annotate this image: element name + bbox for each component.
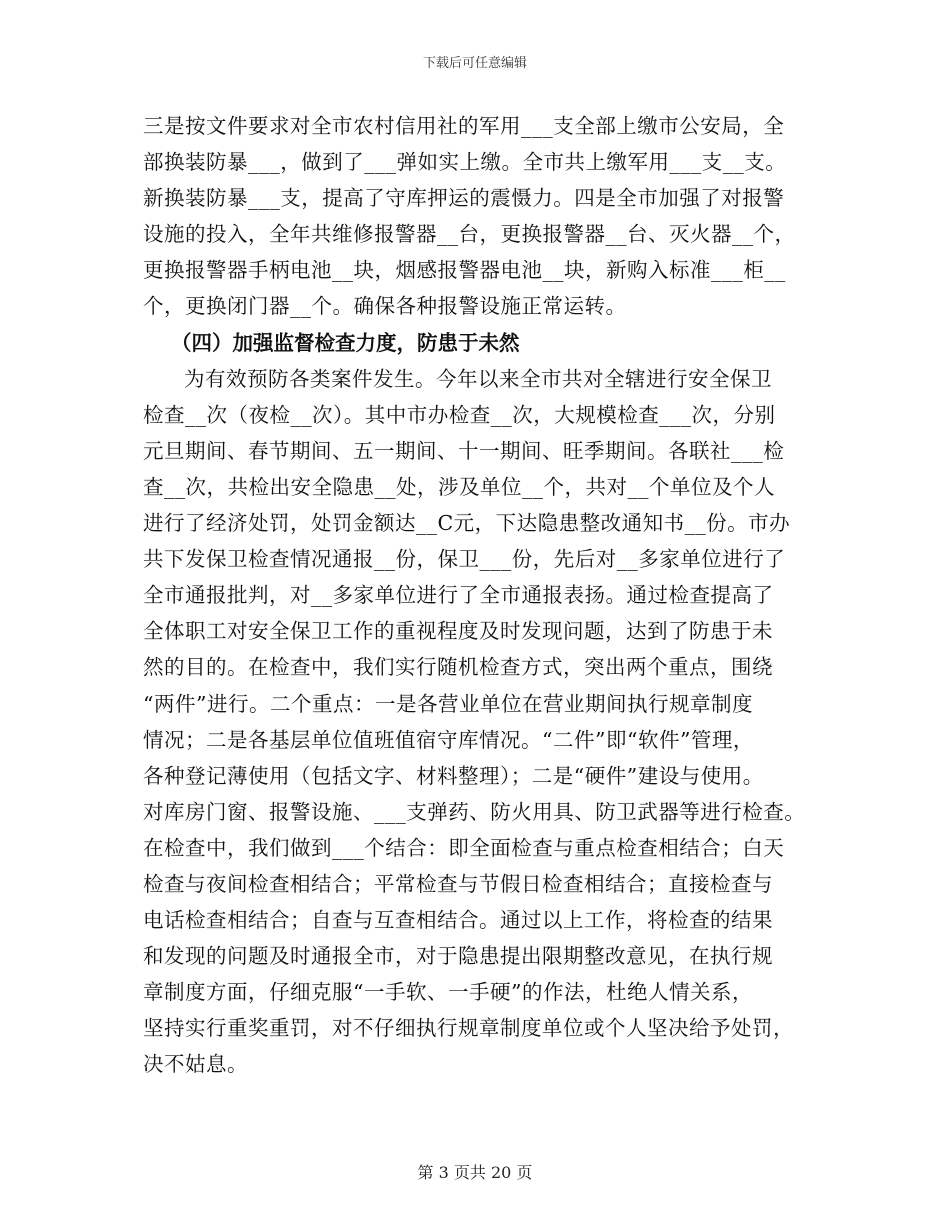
- paragraph-line: 全市通报批判，对__多家单位进行了全市通报表扬。通过检查提高了: [143, 583, 774, 608]
- page-footer: 第 3 页共 20 页: [417, 1163, 533, 1182]
- paragraph-line: “两件”进行。二个重点：一是各营业单位在营业期间执行规章制度: [143, 691, 753, 716]
- paragraph-line: 章制度方面，仔细克服“一手软、一手硬”的作法，杜绝人情关系，: [143, 980, 753, 1005]
- paragraph-line: 然的目的。在检查中，我们实行随机检查方式，突出两个重点，围绕: [143, 655, 773, 680]
- paragraph-line: 检查与夜间检查相结合；平常检查与节假日检查相结合；直接检查与: [143, 871, 773, 896]
- paragraph-line: 共下发保卫检查情况通报__份，保卫___份，先后对__多家单位进行了: [143, 547, 786, 572]
- paragraph-line: 元旦期间、春节期间、五一期间、十一期间、旺季期间。各联社___检: [143, 438, 785, 463]
- paragraph-line: 决不姑息。: [143, 1052, 248, 1077]
- paragraph-line: 个，更换闭门器__个。确保各种报警设施正常运转。: [143, 294, 627, 319]
- paragraph-line: 各种登记薄使用（包括文字、材料整理）；二是“硬件”建设与使用。: [143, 763, 764, 788]
- paragraph-line: 电话检查相结合；自查与互查相结合。通过以上工作，将检查的结果: [143, 908, 773, 933]
- paragraph-line: 为有效预防各类案件发生。今年以来全市共对全辖进行安全保卫: [184, 366, 772, 391]
- paragraph-line: 坚持实行重奖重罚，对不仔细执行规章制度单位或个人坚决给予处罚，: [143, 1016, 794, 1041]
- paragraph-line: 设施的投入，全年共维修报警器__台，更换报警器__台、灭火器__个，: [143, 222, 796, 247]
- paragraph-line: 更换报警器手柄电池__块，烟感报警器电池__块，新购入标准___柜__: [143, 258, 786, 283]
- document-body: [143, 108, 823, 1083]
- paragraph-line: 三是按文件要求对全市农村信用社的军用___支全部上缴市公安局，全: [143, 114, 785, 138]
- paragraph-line: 新换装防暴___支，提高了守库押运的震慑力。四是全市加强了对报警: [143, 186, 785, 211]
- paragraph-line: 和发现的问题及时通报全市，对于隐患提出限期整改意见，在执行规: [143, 944, 773, 969]
- page-header: 下载后可任意编辑: [422, 56, 527, 71]
- paragraph-line: 情况；二是各基层单位值班值宿守库情况。“二件”即“软件”管理，: [143, 727, 754, 752]
- paragraph-line: 查__次，共检出安全隐患__处，涉及单位__个，共对__个单位及个人: [143, 474, 775, 499]
- paragraph-line: 检查__次（夜检__次）。其中市办检查__次，大规模检查___次，分别: [143, 402, 776, 427]
- paragraph-line: 全体职工对安全保卫工作的重视程度及时发现问题，达到了防患于未: [143, 619, 773, 644]
- paragraph-line: 部换装防暴___，做到了___弹如实上缴。全市共上缴军用___支__支。: [143, 150, 787, 175]
- paragraph-line: 在检查中，我们做到___个结合：即全面检查与重点检查相结合；白天: [143, 835, 785, 860]
- section-heading: （四）加强监督检查力度，防患于未然: [171, 330, 520, 355]
- paragraph-line: 对库房门窗、报警设施、___支弹药、防火用具、防卫武器等进行检查。: [143, 799, 806, 824]
- paragraph-line: 进行了经济处罚，处罚金额达__C元，下达隐患整改通知书__份。市办: [143, 511, 791, 536]
